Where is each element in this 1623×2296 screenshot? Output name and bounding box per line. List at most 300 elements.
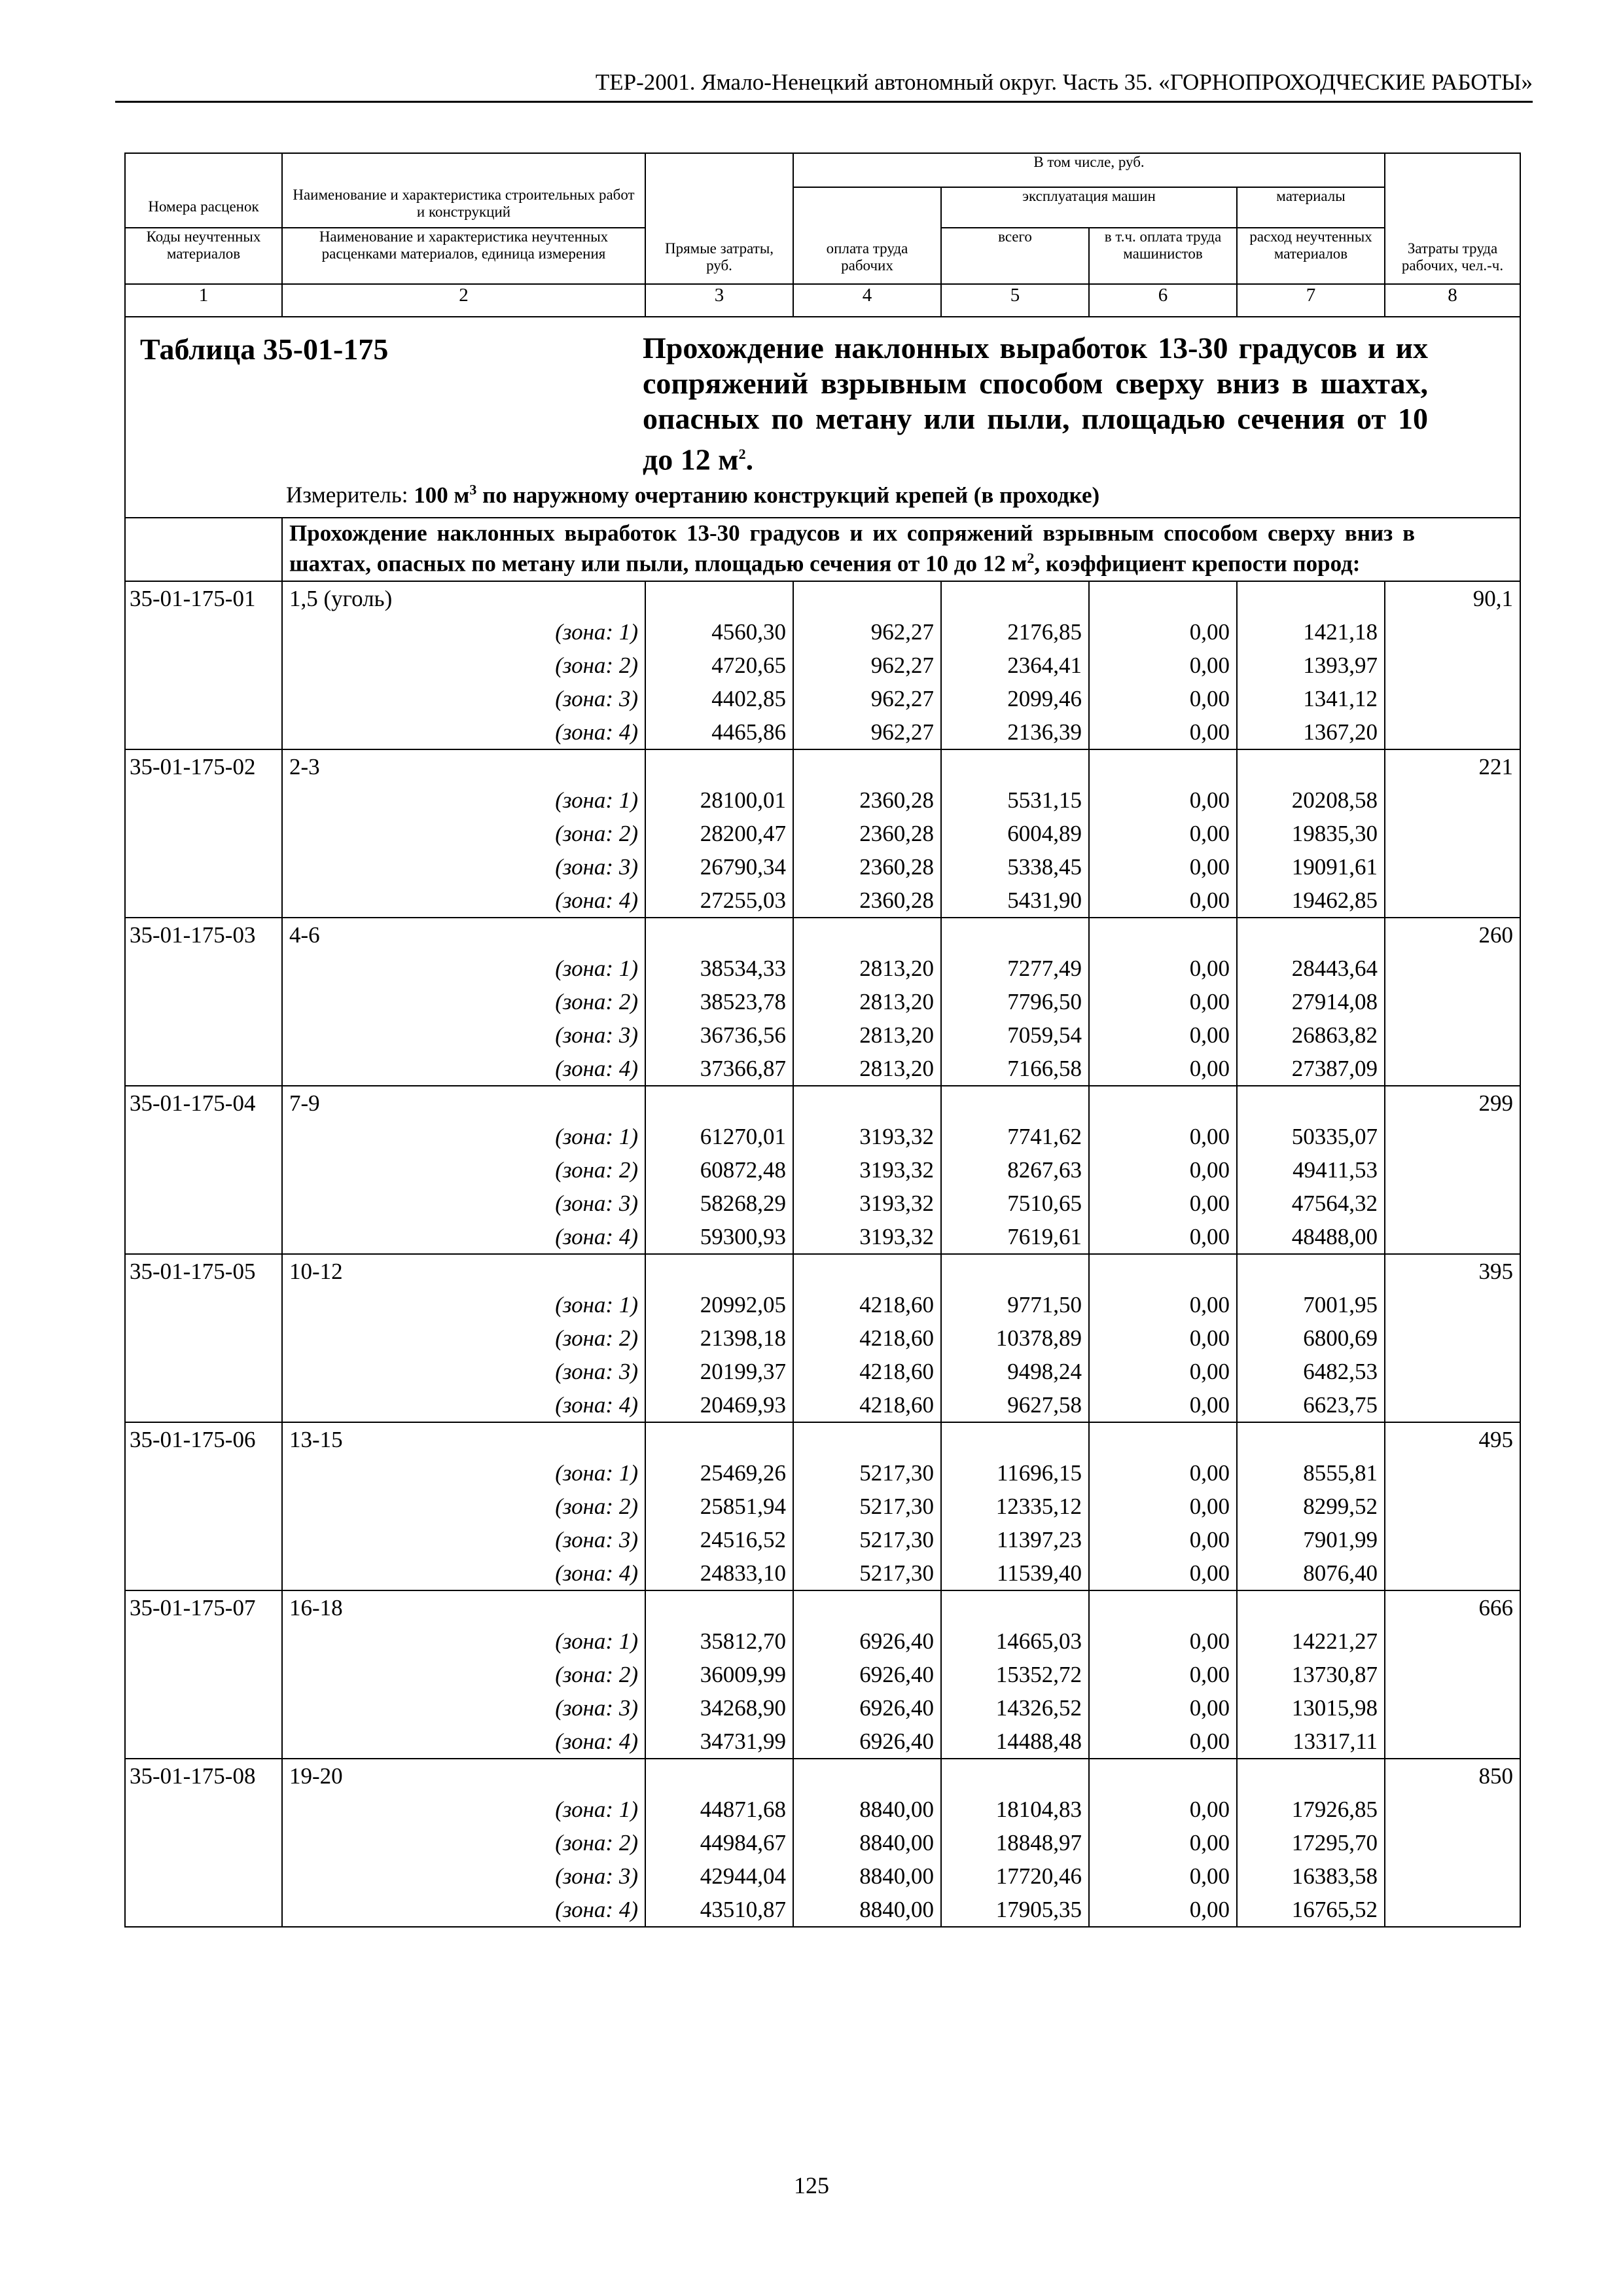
header-operators-pay: в т.ч. оплата труда машинистов: [1089, 228, 1237, 284]
value-pay: 2360,28: [859, 820, 934, 846]
zone-label: (зона: 3): [555, 853, 638, 880]
header-materials: материалы: [1237, 187, 1385, 228]
value-mach: 17720,46: [995, 1863, 1082, 1889]
rate-label: 16-18: [289, 1594, 343, 1621]
value-mat: 20208,58: [1291, 787, 1378, 813]
value-oper: 0,00: [1189, 1157, 1230, 1183]
value-mat: 27914,08: [1291, 988, 1378, 1014]
column-number: 2: [282, 284, 645, 317]
value-mach: 5431,90: [1007, 887, 1082, 913]
value-direct: 4720,65: [711, 652, 786, 678]
value-oper: 0,00: [1189, 1391, 1230, 1418]
cell-pay: [793, 1422, 941, 1590]
cell-mach: [941, 1254, 1089, 1422]
zone-label: (зона: 1): [555, 1123, 638, 1149]
value-pay: 962,27: [870, 719, 934, 745]
labor-cost: [1385, 1759, 1520, 1927]
value-mat: 26863,82: [1291, 1022, 1378, 1048]
value-mach: 11397,23: [997, 1526, 1082, 1552]
value-direct: 44984,67: [700, 1829, 786, 1856]
value-mach: 2099,46: [1007, 685, 1082, 711]
column-number: 4: [793, 284, 941, 317]
value-direct: 58268,29: [700, 1190, 786, 1216]
labor-cost-value: 395: [1478, 1258, 1514, 1284]
zone-label: (зона: 1): [555, 787, 638, 813]
measure-unit: Измеритель: 100 $м^3$ по наружному очертанию конструкций крепей (в проходке): [286, 481, 1100, 508]
value-direct: 44871,68: [700, 1796, 786, 1822]
header-name-bottom: Наименование и характеристика неучтенных расценками материалов, единица измерения: [282, 228, 645, 284]
labor-cost: [1385, 918, 1520, 1086]
zone-label: (зона: 2): [555, 1661, 638, 1687]
value-mach: 7741,62: [1007, 1123, 1082, 1149]
rate-row: [125, 749, 1520, 918]
cell-pay: [793, 918, 941, 1086]
value-mat: 50335,07: [1291, 1123, 1378, 1149]
labor-cost-value: 90,1: [1472, 585, 1514, 611]
value-mat: 1367,20: [1303, 719, 1378, 745]
value-pay: 4218,60: [859, 1325, 934, 1351]
value-oper: 0,00: [1189, 1123, 1230, 1149]
rate-description: [282, 581, 645, 749]
value-mat: 13317,11: [1293, 1728, 1378, 1754]
zone-label: (зона: 3): [555, 1526, 638, 1552]
value-mat: 19462,85: [1291, 887, 1378, 913]
labor-cost: [1385, 1254, 1520, 1422]
cell-pay: [793, 749, 941, 918]
column-number: 1: [125, 284, 282, 317]
rate-row: [125, 1759, 1520, 1927]
value-oper: 0,00: [1189, 652, 1230, 678]
rate-description: [282, 918, 645, 1086]
value-oper: 0,00: [1189, 955, 1230, 981]
value-mach: 7059,54: [1007, 1022, 1082, 1048]
value-mach: 7796,50: [1007, 988, 1082, 1014]
value-oper: 0,00: [1189, 685, 1230, 711]
labor-cost: [1385, 581, 1520, 749]
rate-row: [125, 1254, 1520, 1422]
zone-label: (зона: 3): [555, 1863, 638, 1889]
value-oper: 0,00: [1189, 1796, 1230, 1822]
cell-mach: [941, 918, 1089, 1086]
value-mach: 2364,41: [1007, 652, 1082, 678]
zone-label: (зона: 4): [555, 1896, 638, 1922]
cell-mat: [1237, 1759, 1385, 1927]
value-direct: 27255,03: [700, 887, 786, 913]
zone-label: (зона: 3): [555, 1695, 638, 1721]
value-mach: 8267,63: [1007, 1157, 1082, 1183]
rate-description: [282, 1086, 645, 1254]
value-pay: 8840,00: [859, 1863, 934, 1889]
value-direct: 59300,93: [700, 1223, 786, 1249]
rate-code: 35-01-175-03: [125, 918, 282, 1086]
rate-row: [125, 581, 1520, 749]
labor-cost: [1385, 1590, 1520, 1759]
rate-row: [125, 918, 1520, 1086]
header-machines-total: всего: [941, 228, 1089, 284]
value-pay: 2813,20: [859, 955, 934, 981]
value-direct: 34268,90: [700, 1695, 786, 1721]
column-number: 7: [1237, 284, 1385, 317]
value-direct: 42944,04: [700, 1863, 786, 1889]
value-pay: 3193,32: [859, 1190, 934, 1216]
value-direct: 20469,93: [700, 1391, 786, 1418]
value-pay: 2360,28: [859, 887, 934, 913]
value-direct: 35812,70: [700, 1628, 786, 1654]
section-title: Прохождение наклонных выработок 13-30 градусов и их сопряжений взрывным способом сверху вниз в шахтах, опасных по метану или пыли, площадью сечения от 10 до 12 $м^2$, коэффициент крепости пород:: [282, 518, 1520, 581]
rate-label: 4-6: [289, 922, 320, 948]
value-mat: 6800,69: [1303, 1325, 1378, 1351]
value-mat: 7001,95: [1303, 1291, 1378, 1318]
value-mach: 10378,89: [995, 1325, 1082, 1351]
value-direct: 21398,18: [700, 1325, 786, 1351]
value-mat: 28443,64: [1291, 955, 1378, 981]
value-pay: 6926,40: [859, 1661, 934, 1687]
cell-direct: [645, 918, 793, 1086]
zone-label: (зона: 1): [555, 1291, 638, 1318]
value-oper: 0,00: [1189, 1022, 1230, 1048]
rate-label: 19-20: [289, 1763, 343, 1789]
value-direct: 34731,99: [700, 1728, 786, 1754]
cell-mat: [1237, 1254, 1385, 1422]
value-mat: 49411,53: [1293, 1157, 1378, 1183]
rate-description: [282, 1254, 645, 1422]
value-mat: 48488,00: [1291, 1223, 1378, 1249]
value-mach: 7510,65: [1007, 1190, 1082, 1216]
value-mach: 9627,58: [1007, 1391, 1082, 1418]
value-direct: 38523,78: [700, 988, 786, 1014]
value-oper: 0,00: [1189, 1325, 1230, 1351]
rate-label: 13-15: [289, 1426, 343, 1452]
value-oper: 0,00: [1189, 1223, 1230, 1249]
value-oper: 0,00: [1189, 1560, 1230, 1586]
zone-label: (зона: 4): [555, 1055, 638, 1081]
header-direct-costs: Прямые затраты, руб.: [645, 153, 793, 284]
value-mat: 13730,87: [1291, 1661, 1378, 1687]
value-pay: 3193,32: [859, 1223, 934, 1249]
value-mat: 1341,12: [1303, 685, 1378, 711]
cell-mat: [1237, 918, 1385, 1086]
value-direct: 20199,37: [700, 1358, 786, 1384]
page-number: 125: [794, 2172, 829, 2198]
zone-label: (зона: 3): [555, 1022, 638, 1048]
value-mat: 13015,98: [1291, 1695, 1378, 1721]
rate-code: 35-01-175-01: [125, 581, 282, 749]
value-pay: 2360,28: [859, 853, 934, 880]
cell-oper: [1089, 581, 1237, 749]
column-number: 3: [645, 284, 793, 317]
rate-row: [125, 1422, 1520, 1590]
rate-code: 35-01-175-02: [125, 749, 282, 918]
value-pay: 2813,20: [859, 1055, 934, 1081]
cell-mat: [1237, 581, 1385, 749]
rate-code: 35-01-175-06: [125, 1422, 282, 1590]
value-oper: 0,00: [1189, 1829, 1230, 1856]
zone-label: (зона: 4): [555, 1223, 638, 1249]
header-labor-cost: Затраты труда рабочих, чел.-ч.: [1385, 153, 1520, 284]
value-mat: 7901,99: [1303, 1526, 1378, 1552]
value-mach: 7619,61: [1007, 1223, 1082, 1249]
cell-pay: [793, 1590, 941, 1759]
cell-pay: [793, 1254, 941, 1422]
rate-label: 2-3: [289, 753, 320, 780]
value-pay: 2813,20: [859, 988, 934, 1014]
value-pay: 5217,30: [859, 1460, 934, 1486]
rate-description: [282, 1422, 645, 1590]
value-direct: 24516,52: [700, 1526, 786, 1552]
zone-label: (зона: 4): [555, 1728, 638, 1754]
value-mat: 19091,61: [1291, 853, 1378, 880]
cell-oper: [1089, 1590, 1237, 1759]
value-pay: 8840,00: [859, 1829, 934, 1856]
cell-mach: [941, 749, 1089, 918]
zone-label: (зона: 3): [555, 1190, 638, 1216]
value-pay: 962,27: [870, 652, 934, 678]
table-title: Прохождение наклонных выработок 13-30 градусов и их сопряжений взрывным способом сверху вниз в шахтах, опасных по метану или пыли, площадью сечения от 10 до 12 $м^2$.: [643, 331, 1428, 476]
zone-label: (зона: 2): [555, 1829, 638, 1856]
cell-direct: [645, 581, 793, 749]
value-mach: 7277,49: [1007, 955, 1082, 981]
labor-cost-value: 260: [1478, 922, 1514, 948]
value-oper: 0,00: [1189, 988, 1230, 1014]
value-oper: 0,00: [1189, 1628, 1230, 1654]
value-direct: 20992,05: [700, 1291, 786, 1318]
value-mat: 47564,32: [1291, 1190, 1378, 1216]
cell-direct: [645, 1422, 793, 1590]
value-pay: 2813,20: [859, 1022, 934, 1048]
value-direct: 4402,85: [711, 685, 786, 711]
column-number: 5: [941, 284, 1089, 317]
header-name-top: Наименование и характеристика строительных работ и конструкций: [282, 153, 645, 228]
zone-label: (зона: 1): [555, 619, 638, 645]
value-direct: 28200,47: [700, 820, 786, 846]
labor-cost: [1385, 1422, 1520, 1590]
cell-mat: [1237, 749, 1385, 918]
value-mat: 16765,52: [1291, 1896, 1378, 1922]
zone-label: (зона: 4): [555, 719, 638, 745]
value-pay: 5217,30: [859, 1560, 934, 1586]
value-mach: 5531,15: [1007, 787, 1082, 813]
header-machines: эксплуатация машин: [941, 187, 1237, 228]
zone-label: (зона: 1): [555, 1460, 638, 1486]
value-mat: 6482,53: [1303, 1358, 1378, 1384]
cell-direct: [645, 1086, 793, 1254]
value-mach: 12335,12: [995, 1493, 1082, 1519]
rate-code: 35-01-175-04: [125, 1086, 282, 1254]
labor-cost: [1385, 1086, 1520, 1254]
rate-label: 7-9: [289, 1090, 320, 1116]
table-number: Таблица 35-01-175: [140, 332, 389, 366]
cell-pay: [793, 581, 941, 749]
value-oper: 0,00: [1189, 1526, 1230, 1552]
value-mach: 6004,89: [1007, 820, 1082, 846]
cell-mat: [1237, 1086, 1385, 1254]
value-oper: 0,00: [1189, 1493, 1230, 1519]
header-materials-consumption: расход неучтенных материалов: [1237, 228, 1385, 284]
value-oper: 0,00: [1189, 1695, 1230, 1721]
labor-cost-value: 299: [1478, 1090, 1514, 1116]
value-mat: 16383,58: [1291, 1863, 1378, 1889]
rate-row: [125, 1590, 1520, 1759]
value-mach: 11696,15: [997, 1460, 1082, 1486]
zone-label: (зона: 2): [555, 988, 638, 1014]
running-title: ТЕР-2001. Ямало-Ненецкий автономный округ. Часть 35. «ГОРНОПРОХОДЧЕСКИЕ РАБОТЫ»: [115, 69, 1533, 103]
zone-label: (зона: 2): [555, 652, 638, 678]
labor-cost: [1385, 749, 1520, 918]
value-oper: 0,00: [1189, 1728, 1230, 1754]
zone-label: (зона: 4): [555, 1560, 638, 1586]
header-including: В том числе, руб.: [793, 153, 1385, 187]
value-oper: 0,00: [1189, 887, 1230, 913]
cell-oper: [1089, 918, 1237, 1086]
value-direct: 28100,01: [700, 787, 786, 813]
value-oper: 0,00: [1189, 1661, 1230, 1687]
rate-label: 10-12: [289, 1258, 343, 1284]
value-pay: 3193,32: [859, 1123, 934, 1149]
value-oper: 0,00: [1189, 853, 1230, 880]
value-direct: 4560,30: [711, 619, 786, 645]
cell-mat: [1237, 1422, 1385, 1590]
cell-oper: [1089, 749, 1237, 918]
value-mat: 6623,75: [1303, 1391, 1378, 1418]
value-mach: 2136,39: [1007, 719, 1082, 745]
value-pay: 4218,60: [859, 1358, 934, 1384]
value-oper: 0,00: [1189, 1358, 1230, 1384]
value-direct: 36736,56: [700, 1022, 786, 1048]
value-mach: 18848,97: [995, 1829, 1082, 1856]
zone-label: (зона: 1): [555, 1796, 638, 1822]
value-mach: 18104,83: [995, 1796, 1082, 1822]
value-direct: 25469,26: [700, 1460, 786, 1486]
value-oper: 0,00: [1189, 820, 1230, 846]
cell-oper: [1089, 1422, 1237, 1590]
value-oper: 0,00: [1189, 619, 1230, 645]
labor-cost-value: 221: [1478, 753, 1514, 780]
value-mach: 14488,48: [995, 1728, 1082, 1754]
value-direct: 43510,87: [700, 1896, 786, 1922]
zone-label: (зона: 4): [555, 1391, 638, 1418]
value-mach: 5338,45: [1007, 853, 1082, 880]
rate-label: 1,5 (уголь): [289, 585, 393, 611]
zone-label: (зона: 2): [555, 820, 638, 846]
value-mach: 15352,72: [995, 1661, 1082, 1687]
value-mat: 8555,81: [1303, 1460, 1378, 1486]
header-codes-top: Номера расценок: [125, 153, 282, 228]
value-oper: 0,00: [1189, 1460, 1230, 1486]
rate-description: [282, 1590, 645, 1759]
cell-oper: [1089, 1759, 1237, 1927]
labor-cost-value: 495: [1478, 1426, 1514, 1452]
value-pay: 6926,40: [859, 1695, 934, 1721]
value-pay: 2360,28: [859, 787, 934, 813]
value-pay: 962,27: [870, 685, 934, 711]
value-oper: 0,00: [1189, 1896, 1230, 1922]
cell-mat: [1237, 1590, 1385, 1759]
value-direct: 36009,99: [700, 1661, 786, 1687]
zone-label: (зона: 1): [555, 955, 638, 981]
value-mat: 14221,27: [1291, 1628, 1378, 1654]
header-codes-bottom: Коды неучтенных материалов: [125, 228, 282, 284]
rate-description: [282, 749, 645, 918]
value-mach: 14665,03: [995, 1628, 1082, 1654]
value-mach: 9771,50: [1007, 1291, 1082, 1318]
value-oper: 0,00: [1189, 1863, 1230, 1889]
zone-label: (зона: 3): [555, 1358, 638, 1384]
rate-description: [282, 1759, 645, 1927]
value-direct: 61270,01: [700, 1123, 786, 1149]
value-pay: 4218,60: [859, 1291, 934, 1318]
value-mach: 2176,85: [1007, 619, 1082, 645]
value-pay: 6926,40: [859, 1628, 934, 1654]
zone-label: (зона: 1): [555, 1628, 638, 1654]
value-pay: 5217,30: [859, 1493, 934, 1519]
cell-direct: [645, 749, 793, 918]
cell-direct: [645, 1254, 793, 1422]
value-direct: 25851,94: [700, 1493, 786, 1519]
cell-mach: [941, 1086, 1089, 1254]
value-pay: 8840,00: [859, 1896, 934, 1922]
column-number: 6: [1089, 284, 1237, 317]
table-title-block: [125, 317, 1520, 518]
labor-cost-value: 850: [1478, 1763, 1514, 1789]
value-mat: 17295,70: [1291, 1829, 1378, 1856]
value-pay: 8840,00: [859, 1796, 934, 1822]
value-mat: 8299,52: [1303, 1493, 1378, 1519]
zone-label: (зона: 2): [555, 1325, 638, 1351]
value-pay: 962,27: [870, 619, 934, 645]
value-oper: 0,00: [1189, 1055, 1230, 1081]
estimate-table: [124, 152, 1521, 1928]
cell-mach: [941, 1759, 1089, 1927]
value-pay: 5217,30: [859, 1526, 934, 1552]
value-pay: 4218,60: [859, 1391, 934, 1418]
cell-pay: [793, 1759, 941, 1927]
value-oper: 0,00: [1189, 1190, 1230, 1216]
value-oper: 0,00: [1189, 1291, 1230, 1318]
cell-oper: [1089, 1086, 1237, 1254]
labor-cost-value: 666: [1478, 1594, 1514, 1621]
value-pay: 6926,40: [859, 1728, 934, 1754]
column-number: 8: [1385, 284, 1520, 317]
value-mat: 1421,18: [1303, 619, 1378, 645]
value-oper: 0,00: [1189, 719, 1230, 745]
rate-row: [125, 1086, 1520, 1254]
value-oper: 0,00: [1189, 787, 1230, 813]
value-direct: 60872,48: [700, 1157, 786, 1183]
value-pay: 3193,32: [859, 1157, 934, 1183]
header-labor-pay: оплата труда рабочих: [793, 187, 941, 284]
cell-oper: [1089, 1254, 1237, 1422]
value-mat: 1393,97: [1303, 652, 1378, 678]
cell-mach: [941, 1422, 1089, 1590]
cell-direct: [645, 1759, 793, 1927]
cell-pay: [793, 1086, 941, 1254]
value-direct: 37366,87: [700, 1055, 786, 1081]
zone-label: (зона: 2): [555, 1493, 638, 1519]
value-mat: 17926,85: [1291, 1796, 1378, 1822]
zone-label: (зона: 4): [555, 887, 638, 913]
value-direct: 4465,86: [711, 719, 786, 745]
value-mat: 27387,09: [1291, 1055, 1378, 1081]
cell-mach: [941, 581, 1089, 749]
rate-code: 35-01-175-05: [125, 1254, 282, 1422]
zone-label: (зона: 3): [555, 685, 638, 711]
rate-code: 35-01-175-08: [125, 1759, 282, 1927]
cell-direct: [645, 1590, 793, 1759]
value-direct: 38534,33: [700, 955, 786, 981]
value-mach: 7166,58: [1007, 1055, 1082, 1081]
value-mat: 8076,40: [1303, 1560, 1378, 1586]
value-direct: 24833,10: [700, 1560, 786, 1586]
